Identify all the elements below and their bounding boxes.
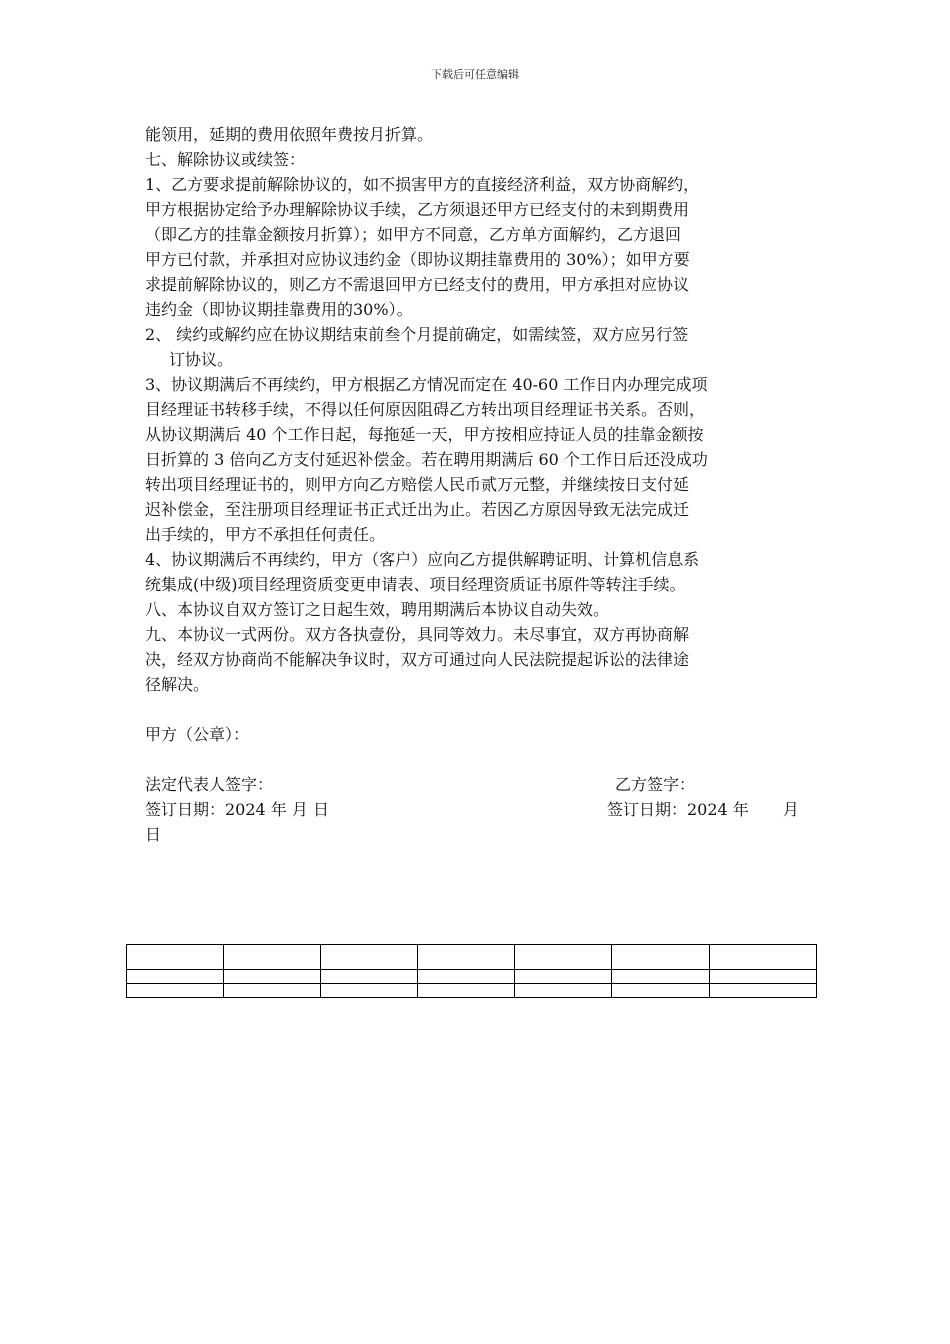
agreement-body [145, 122, 825, 847]
body-line: 违约金（即协议期挂靠费用的30%）。 [145, 300, 413, 319]
table-cell [418, 970, 515, 984]
table-cell [418, 984, 515, 998]
table-cell [224, 970, 321, 984]
body-line: 日折算的 3 倍向乙方支付延迟补偿金。若在聘用期满后 60 个工作日后还没成功 [145, 450, 708, 469]
table-cell [321, 984, 418, 998]
body-line: 径解决。 [145, 675, 210, 694]
page-header: 下载后可任意编辑 [431, 68, 519, 81]
legal-rep-sign-label: 法定代表人签字： [145, 775, 274, 794]
sign-date-right-day: 日 [145, 825, 162, 844]
table-cell [127, 984, 224, 998]
body-line: 2、 续约或解约应在协议期结束前叁个月提前确定，如需续签，双方应另行签 [145, 325, 689, 344]
table-cell [127, 970, 224, 984]
date-row [145, 797, 825, 822]
body-line: 从协议期满后 40 个工作日起，每拖延一天，甲方按相应持证人员的挂靠金额按 [145, 425, 704, 444]
body-line: （即乙方的挂靠金额按月折算）；如甲方不同意，乙方单方面解约，乙方退回 [145, 225, 682, 244]
table-cell [710, 970, 817, 984]
body-line: 目经理证书转移手续，不得以任何原因阻碍乙方转出项目经理证书关系。否则， [145, 400, 706, 419]
body-line: 决，经双方协商尚不能解决争议时，双方可通过向人民法院提起诉讼的法律途 [145, 650, 690, 669]
table-cell [710, 984, 817, 998]
party-a-seal-label: 甲方（公章）： [145, 725, 250, 744]
signature-row [145, 772, 825, 797]
body-line: 甲方根据协定给予办理解除协议手续，乙方须退还甲方已经支付的未到期费用 [145, 200, 690, 219]
table-cell [612, 984, 710, 998]
table-cell [224, 945, 321, 970]
body-line: 甲方已付款，并承担对应协议违约金（即协议期挂靠费用的 30%）；如甲方要 [145, 250, 690, 269]
sign-date-right-month: 月 [782, 800, 799, 819]
sign-date-right-prefix: 签订日期：2024 年 [607, 800, 749, 819]
body-line: 3、协议期满后不再续约，甲方根据乙方情况而定在 40-60 工作日内办理完成项 [145, 375, 708, 394]
table-row [127, 970, 817, 984]
body-line: 求提前解除协议的，则乙方不需退回甲方已经支付的费用，甲方承担对应协议 [145, 275, 690, 294]
body-line: 能领用，延期的费用依照年费按月折算。 [145, 125, 434, 144]
table-row [127, 945, 817, 970]
table-cell [224, 984, 321, 998]
section-heading: 九、本协议一式两份。双方各执壹份，具同等效力。未尽事宜，双方再协商解 [145, 625, 690, 644]
body-line: 出手续的，甲方不承担任何责任。 [145, 525, 386, 544]
table-cell [515, 945, 612, 970]
sign-date-right [607, 797, 799, 822]
body-line: 1、乙方要求提前解除协议的，如不损害甲方的直接经济利益，双方协商解约， [145, 175, 700, 194]
body-line: 迟补偿金，至注册项目经理证书正式迁出为止。若因乙方原因导致无法完成迁 [145, 500, 690, 519]
table-cell [321, 970, 418, 984]
table-row [127, 984, 817, 998]
section-heading: 八、本协议自双方签订之日起生效，聘用期满后本协议自动失效。 [145, 600, 610, 619]
table-cell [321, 945, 418, 970]
body-line: 订协议。 [169, 350, 234, 369]
body-line: 4、协议期满后不再续约，甲方（客户）应向乙方提供解聘证明、计算机信息系 [145, 550, 700, 569]
sign-date-left: 签订日期：2024 年 月 日 [145, 800, 329, 819]
blank-table [126, 944, 817, 998]
table-cell [612, 945, 710, 970]
body-line: 转出项目经理证书的，则甲方向乙方赔偿人民币贰万元整，并继续按日支付延 [145, 475, 690, 494]
table-cell [127, 945, 224, 970]
body-line: 统集成(中级)项目经理资质变更申请表、项目经理资质证书原件等转注手续。 [145, 575, 686, 594]
party-b-sign-label: 乙方签字： [615, 775, 696, 794]
table-cell [418, 945, 515, 970]
table-cell [710, 945, 817, 970]
table-cell [515, 984, 612, 998]
table-cell [515, 970, 612, 984]
table-cell [612, 970, 710, 984]
section-heading: 七、解除协议或续签： [145, 150, 306, 169]
